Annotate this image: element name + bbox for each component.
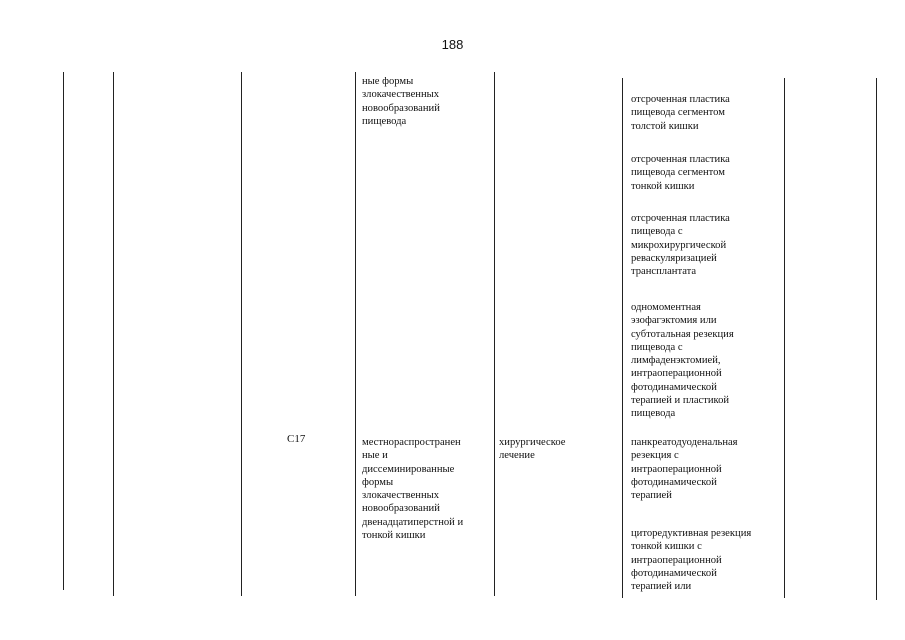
text-line: интраоперационной <box>631 368 722 380</box>
table-border-right <box>876 78 877 600</box>
text-line: субтотальная резекция <box>631 328 734 340</box>
text-line: тонкой кишки <box>362 530 426 542</box>
text-line: одномоментная <box>631 302 701 313</box>
text-line: ные формы <box>362 76 414 87</box>
text-line: пищевода <box>362 115 407 127</box>
treatment-entry <box>631 212 730 278</box>
column-divider-4 <box>494 72 495 596</box>
treatment-entry <box>631 527 751 593</box>
text-line: ные и <box>362 450 388 462</box>
text-line: интраоперационной <box>631 463 722 475</box>
text-line: пищевода сегментом <box>631 107 725 119</box>
text-line: тонкой кишки с <box>631 541 702 553</box>
disease-cell-prev <box>362 75 440 128</box>
column-divider-2 <box>241 72 242 596</box>
text-line: эзофагэктомия или <box>631 315 717 327</box>
text-line: трансплантата <box>631 266 697 278</box>
page-number: 188 <box>441 37 464 52</box>
text-line: фотодинамической <box>631 567 717 579</box>
text-line: реваскуляризацией <box>631 252 717 264</box>
table-border-left <box>63 72 64 590</box>
column-divider-3 <box>355 72 356 596</box>
text-line: терапией <box>631 490 672 502</box>
text-line: лимфаденэктомией, <box>631 355 721 367</box>
text-line: пищевода с <box>631 226 683 238</box>
text-line: резекция с <box>631 450 679 462</box>
text-line: тонкой кишки <box>631 180 695 192</box>
text-line: отсроченная пластика <box>631 154 730 165</box>
text-line: местнораспространен <box>362 437 461 448</box>
text-line: интраоперационной <box>631 554 722 566</box>
text-line: новообразований <box>362 102 440 114</box>
text-line: отсроченная пластика <box>631 94 730 105</box>
text-line: формы <box>362 476 394 488</box>
text-line: циторедуктивная резекция <box>631 528 752 539</box>
treatment-entry <box>631 93 730 133</box>
text-line: пищевода сегментом <box>631 167 725 179</box>
text-line: терапией или <box>631 581 692 593</box>
disease-cell-c17 <box>362 436 463 542</box>
text-line: панкреатодуоденальная <box>631 437 738 448</box>
column-divider-6 <box>784 78 785 598</box>
treatment-type-cell <box>499 436 565 463</box>
text-line: пищевода с <box>631 341 683 353</box>
text-line: новообразований <box>362 503 440 515</box>
text-line: терапией и пластикой <box>631 395 730 407</box>
text-line: толстой кишки <box>631 120 699 132</box>
column-divider-1 <box>113 72 114 596</box>
text-line: двенадцатиперстной и <box>362 516 464 528</box>
treatment-entry <box>631 301 734 421</box>
text-line: лечение <box>499 450 535 462</box>
text-line: отсроченная пластика <box>631 213 730 224</box>
icd-code-cell: C17 <box>287 433 306 445</box>
text-line: пищевода <box>631 408 676 420</box>
text-line: фотодинамической <box>631 476 717 488</box>
text-line: злокачественных <box>362 89 440 101</box>
text-line: хирургическое <box>499 437 566 448</box>
text-line: микрохирургической <box>631 239 727 251</box>
treatment-entry <box>631 153 730 193</box>
column-divider-5 <box>622 78 623 598</box>
text-line: диссеминированные <box>362 463 455 475</box>
text-line: злокачественных <box>362 490 440 502</box>
treatment-entry <box>631 436 738 502</box>
text-line: фотодинамической <box>631 381 717 393</box>
